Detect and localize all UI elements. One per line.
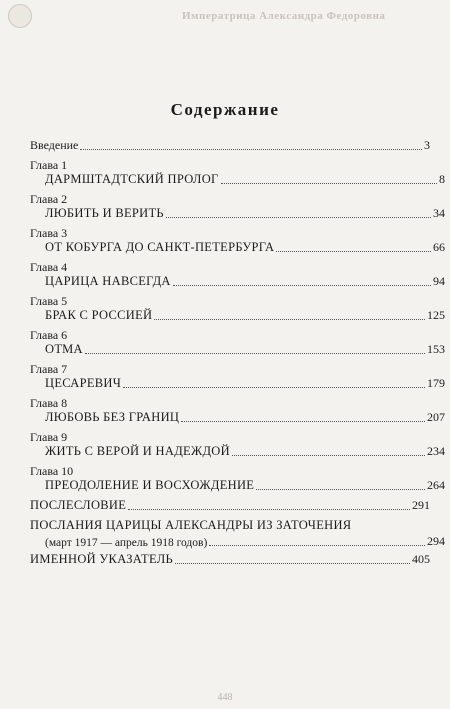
dot-leader bbox=[232, 455, 425, 456]
toc-page: 294 bbox=[427, 534, 445, 548]
page-title: Содержание bbox=[170, 100, 280, 119]
chapter-number: Глава 6 bbox=[30, 328, 68, 342]
toc-page: 125 bbox=[427, 308, 445, 322]
afterword-title: ПОСЛЕСЛОВИЕ bbox=[30, 498, 127, 512]
dot-leader bbox=[276, 251, 431, 252]
toc-page: 179 bbox=[427, 376, 445, 390]
toc-entry-chapter-2[interactable] bbox=[30, 206, 445, 221]
toc-page: 34 bbox=[433, 206, 445, 220]
dot-leader bbox=[166, 217, 431, 218]
toc-page: 405 bbox=[412, 552, 430, 566]
running-head: Императрица Александра Федоровна bbox=[182, 10, 386, 22]
letters-subtitle: (март 1917 — апрель 1918 годов) bbox=[45, 537, 208, 549]
chapter-number: Глава 10 bbox=[30, 464, 74, 478]
dot-leader bbox=[256, 489, 425, 490]
toc-entry-chapter-4[interactable] bbox=[30, 274, 445, 289]
dot-leader bbox=[123, 387, 425, 388]
chapter-number: Глава 5 bbox=[30, 294, 68, 308]
chapter-title: ЛЮБИТЬ И ВЕРИТЬ bbox=[45, 206, 164, 220]
toc-page: 8 bbox=[439, 172, 445, 186]
chapter-number: Глава 1 bbox=[30, 158, 68, 172]
index-title: ИМЕННОЙ УКАЗАТЕЛЬ bbox=[30, 552, 173, 566]
dot-leader bbox=[173, 285, 431, 286]
chapter-title: БРАК С РОССИЕЙ bbox=[45, 308, 153, 322]
chapter-number: Глава 7 bbox=[30, 362, 68, 376]
letters-title: ПОСЛАНИЯ ЦАРИЦЫ АЛЕКСАНДРЫ ИЗ ЗАТОЧЕНИЯ bbox=[30, 518, 352, 532]
toc-entry-chapter-7[interactable] bbox=[30, 376, 445, 391]
toc-entry-chapter-9[interactable] bbox=[30, 444, 445, 459]
toc-entry-index[interactable] bbox=[30, 552, 430, 567]
toc-entry-chapter-5[interactable] bbox=[30, 308, 445, 323]
chapter-number: Глава 4 bbox=[30, 260, 68, 274]
toc-page: 3 bbox=[424, 138, 430, 152]
toc-entry-chapter-3[interactable] bbox=[30, 240, 445, 255]
chapter-title: ЛЮБОВЬ БЕЗ ГРАНИЦ bbox=[45, 410, 180, 424]
page-header bbox=[0, 0, 450, 32]
chapter-title: ПРЕОДОЛЕНИЕ И ВОСХОЖДЕНИЕ bbox=[45, 478, 255, 492]
dot-leader bbox=[221, 183, 437, 184]
toc-page: 153 bbox=[427, 342, 445, 356]
chapter-number: Глава 9 bbox=[30, 430, 68, 444]
dot-leader bbox=[85, 353, 425, 354]
toc-page: 207 bbox=[427, 410, 445, 424]
toc-entry-letters[interactable] bbox=[30, 534, 445, 549]
dot-leader bbox=[181, 421, 425, 422]
chapter-title: ОТМА bbox=[45, 342, 83, 356]
toc-entry-intro[interactable] bbox=[30, 138, 430, 153]
letters-heading[interactable] bbox=[30, 518, 430, 533]
chapter-title: ЦАРИЦА НАВСЕГДА bbox=[45, 274, 171, 288]
chapter-title: ЖИТЬ С ВЕРОЙ И НАДЕЖДОЙ bbox=[45, 444, 230, 458]
dot-leader bbox=[128, 509, 410, 510]
toc-page: 66 bbox=[433, 240, 445, 254]
dot-leader bbox=[80, 149, 422, 150]
chapter-number: Глава 3 bbox=[30, 226, 68, 240]
dot-leader bbox=[209, 545, 425, 546]
toc-label: Введение bbox=[30, 138, 79, 152]
chapter-title: ОТ КОБУРГА ДО САНКТ-ПЕТЕРБУРГА bbox=[45, 240, 275, 254]
chapter-title: ДАРМШТАДТСКИЙ ПРОЛОГ bbox=[45, 172, 219, 186]
chapter-title: ЦЕСАРЕВИЧ bbox=[45, 376, 122, 390]
toc-entry-afterword[interactable] bbox=[30, 498, 430, 513]
toc-page: 264 bbox=[427, 478, 445, 492]
page-number: 448 bbox=[217, 692, 233, 703]
toc-entry-chapter-6[interactable] bbox=[30, 342, 445, 357]
toc-entry-chapter-8[interactable] bbox=[30, 410, 445, 425]
toc-page: 234 bbox=[427, 444, 445, 458]
dot-leader bbox=[154, 319, 425, 320]
chapter-number: Глава 2 bbox=[30, 192, 68, 206]
toc-entry-chapter-10[interactable] bbox=[30, 478, 445, 493]
chapter-number: Глава 8 bbox=[30, 396, 68, 410]
emblem-icon bbox=[8, 4, 32, 28]
toc-entry-chapter-1[interactable] bbox=[30, 172, 445, 187]
dot-leader bbox=[175, 563, 410, 564]
toc-page: 94 bbox=[433, 274, 445, 288]
toc-page: 291 bbox=[412, 498, 430, 512]
